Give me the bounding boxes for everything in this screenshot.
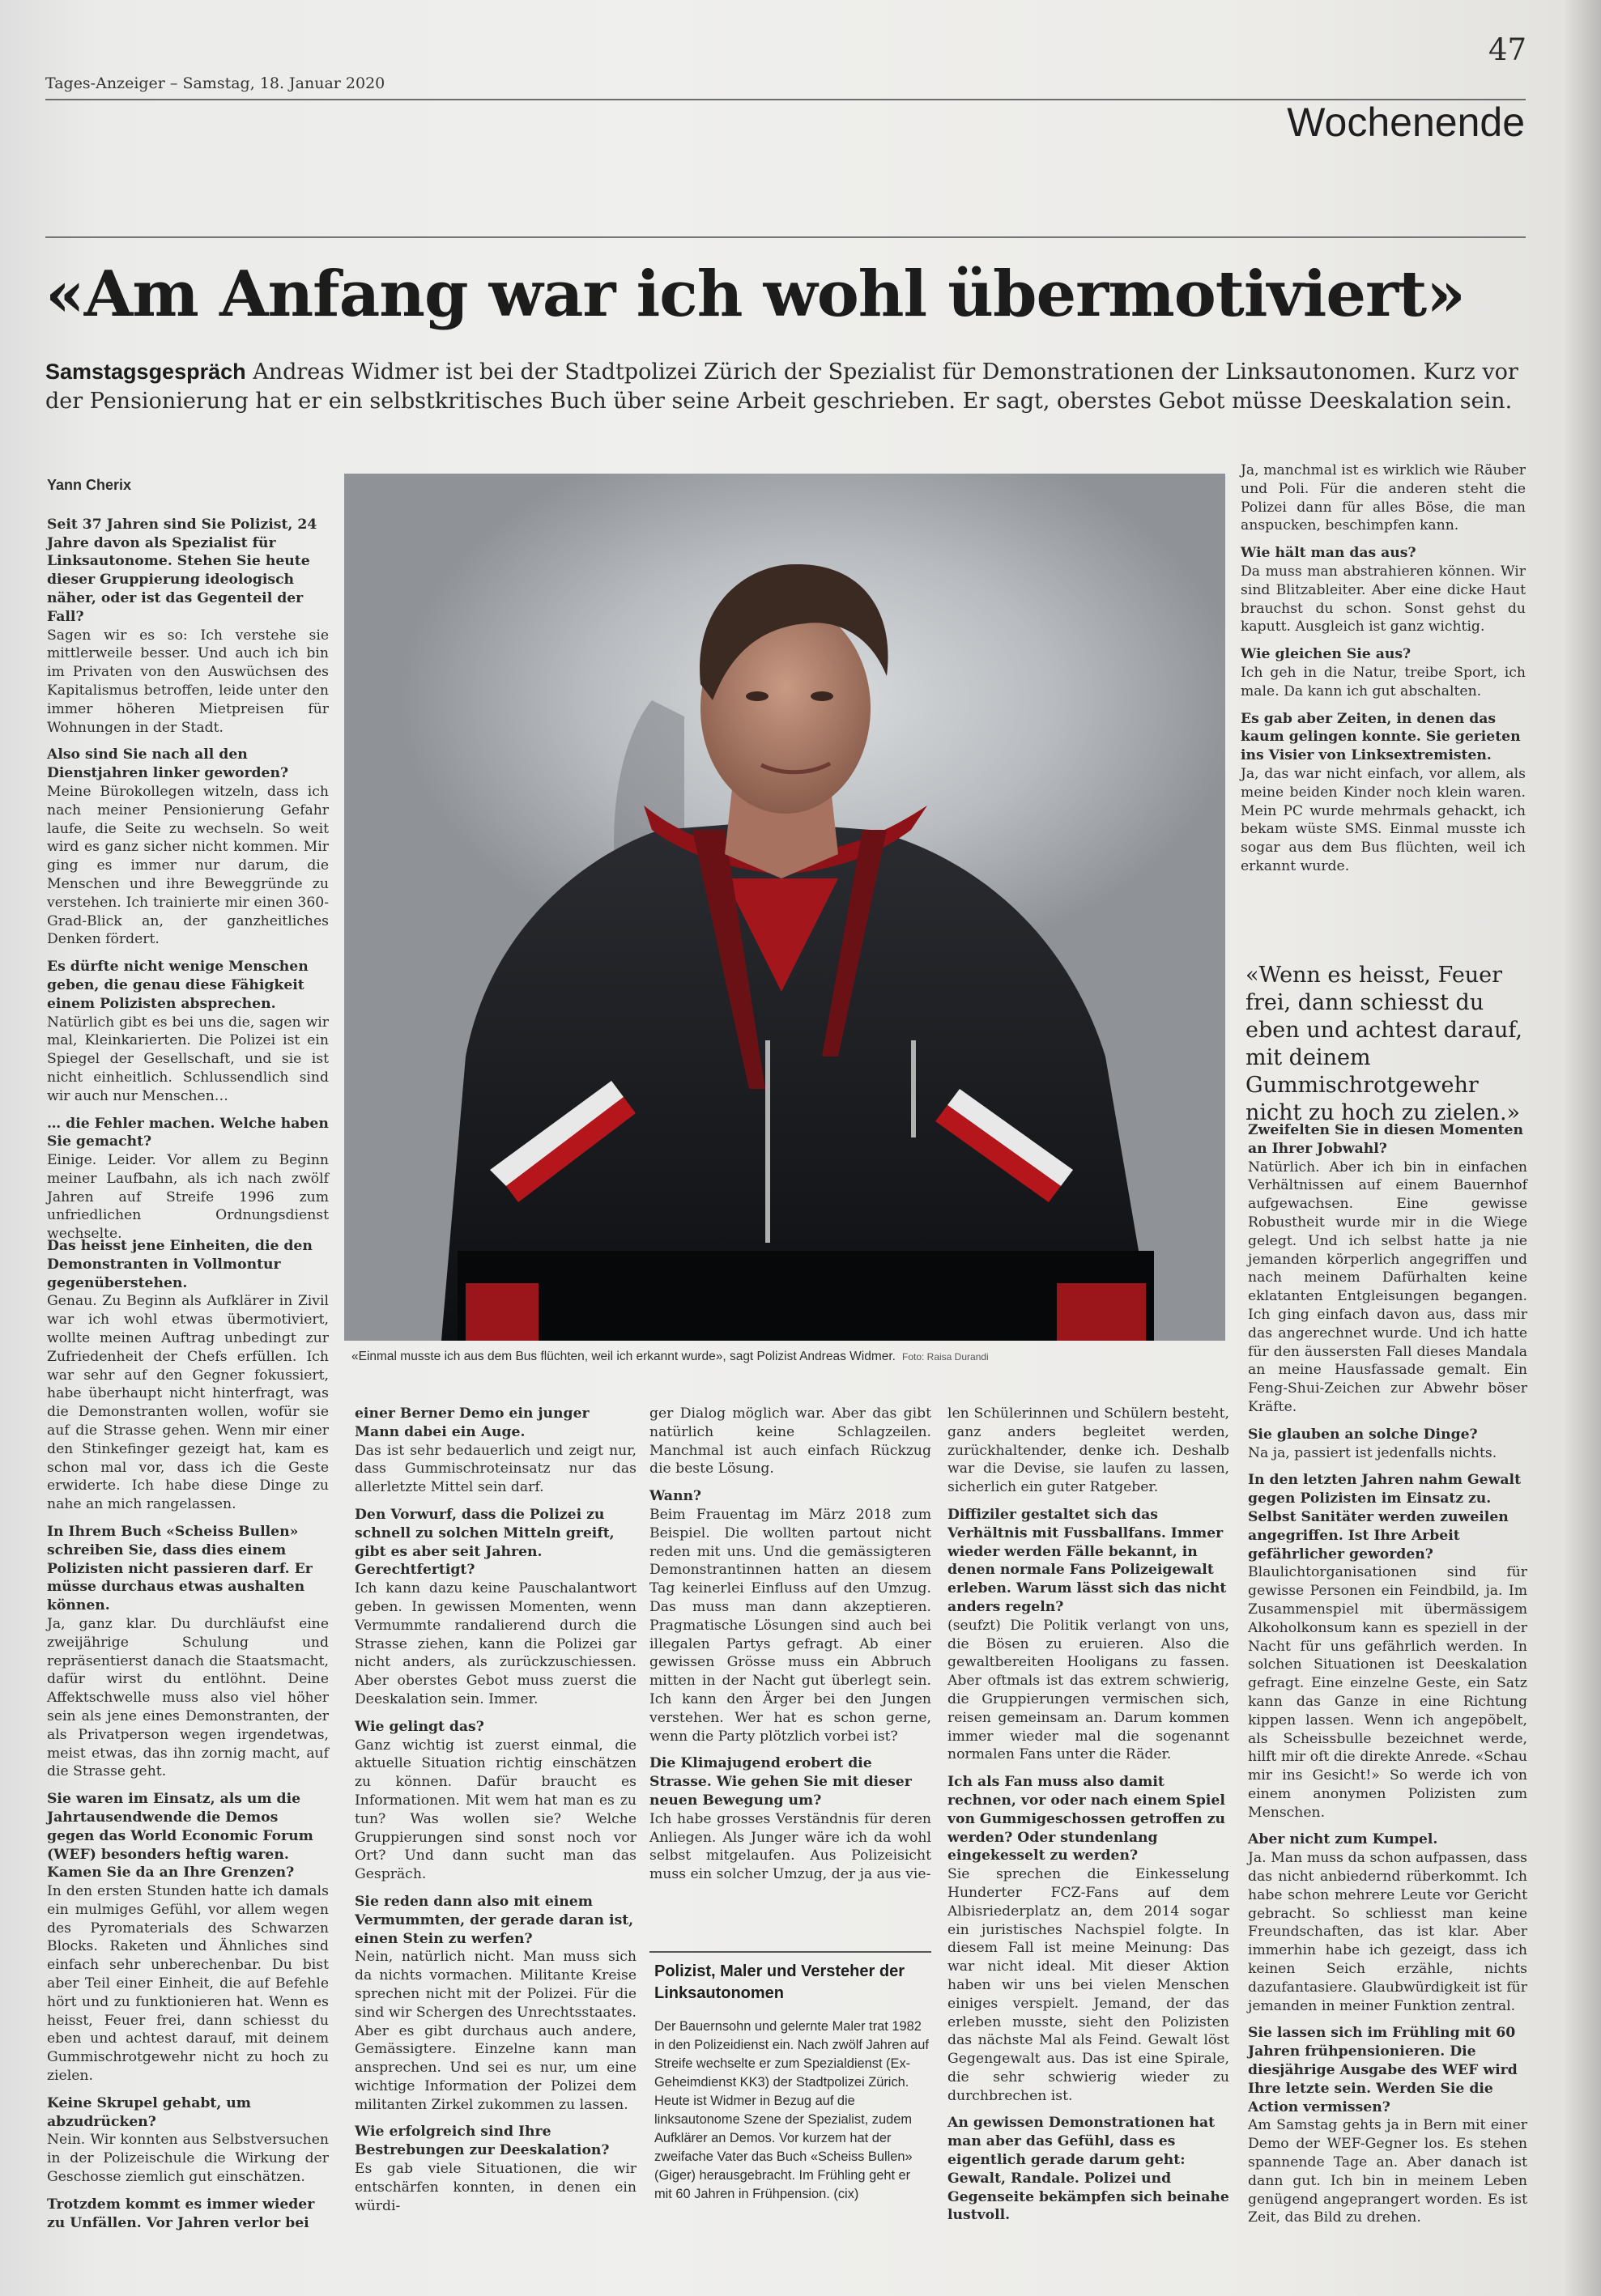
info-box-title: Polizist, Maler und Versteher der Linksautonomen bbox=[654, 1962, 905, 2002]
interview-column-3 bbox=[355, 1405, 637, 2224]
interview-answer: len Schülerinnen und Schülern besteht, ganz anders begleitet werden, zurückhaltender, denke ich. Deshalb war die Devise, sie laufen zu lassen, sicherlich ein guter Ratgeber. bbox=[947, 1405, 1229, 1496]
interview-question: … die Fehler machen. Welche haben Sie gemacht? bbox=[47, 1115, 329, 1150]
lead-kicker: Samstagsgespräch bbox=[45, 359, 246, 384]
qa-paragraph bbox=[1241, 461, 1526, 535]
pull-quote: «Wenn es heisst, Feuer frei, dann schiesst du eben und achtest darauf, mit deinem Gummischrotgewehr nicht zu hoch zu zielen.» bbox=[1245, 963, 1522, 1125]
qa-paragraph bbox=[649, 1405, 931, 1478]
interview-question: Trotzdem kommt es immer wieder zu Unfällen. Vor Jahren verlor bei bbox=[47, 2196, 315, 2231]
interview-question: Sie reden dann also mit einem Vermummten, der gerade daran ist, einen Stein zu werfen? bbox=[355, 1893, 634, 1947]
info-box-rule bbox=[649, 1951, 931, 1953]
interview-question: Wie gleichen Sie aus? bbox=[1241, 646, 1412, 663]
interview-question: Ich als Fan muss also damit rechnen, vor oder nach einem Spiel von Gummigeschossen getroffen zu werden? Oder stundenlang eingekesselt zu werden? bbox=[947, 1774, 1226, 1864]
interview-answer: Ja, ganz klar. Du durchläufst eine zweijährige Schulung und repräsentierst danach die Staatsmacht, dafür wirst du entlöhnt. Deine Affektschwelle muss also viel höher sein als jene eines Demonstranten, der als Privatperson wegen irgendetwas, meist etwas, das ihn zornig macht, auf die Strasse geht. bbox=[47, 1615, 329, 1780]
page-number: 47 bbox=[1488, 32, 1527, 67]
interview-answer: Einige. Leider. Vor allem zu Beginn meiner Laufbahn, als ich nach zwölf Jahren auf Streife 1996 zum unfriedlichen Ordnungsdienst wechselte. bbox=[47, 1152, 329, 1243]
qa-paragraph bbox=[47, 1237, 329, 1514]
qa-paragraph bbox=[947, 1506, 1229, 1764]
lead-paragraph bbox=[45, 357, 1527, 416]
interview-question: Wie erfolgreich sind Ihre Bestrebungen zur Deeskalation? bbox=[355, 2124, 610, 2159]
interview-question: Also sind Sie nach all den Dienstjahren linker geworden? bbox=[47, 746, 289, 782]
interview-question: Es dürfte nicht wenige Menschen geben, die genau diese Fähigkeit einem Polizisten absprechen. bbox=[47, 959, 309, 1012]
interview-answer: Ich habe grosses Verständnis für deren Anliegen. Als Junger wäre ich da wohl selbst mitgelaufen. Aus Polizeisicht muss ein solcher Umzug, der ja aus vie- bbox=[649, 1810, 931, 1883]
interview-column-5 bbox=[947, 1405, 1229, 2234]
qa-paragraph bbox=[1241, 645, 1526, 700]
headline-rule bbox=[45, 236, 1526, 238]
interview-question: Die Klimajugend erobert die Strasse. Wie gehen Sie mit dieser neuen Bewegung um? bbox=[649, 1755, 912, 1809]
qa-paragraph bbox=[1248, 1471, 1527, 1822]
interview-answer: Ja. Man muss da schon aufpassen, dass das nicht anbiedernd rüberkommt. Ich habe schon mehrere Leute vor Gericht gebracht. So schliesst man keine Freundschaften, das ist klar. Aber immerhin habe ich gezeigt, dass ich keinen Seich erzähle, nichts dazufantasiere. Glaubwürdigkeit ist für jemanden in meiner Funktion zentral. bbox=[1248, 1850, 1527, 2014]
interview-question: Wann? bbox=[649, 1488, 702, 1505]
qa-paragraph bbox=[947, 1405, 1229, 1497]
interview-answer: Genau. Zu Beginn als Aufklärer in Zivil war ich wohl etwas übermotiviert, wollte meinen Auftrag unbedingt zur Zufriedenheit der Chefs erfüllen. Ich war sehr auf den Gegner fokussiert, habe überhaupt nicht hinterfragt, was die Demonstranten wollen, wofür sie auf die Strasse gehen. Wenn mir einer den Stinkefinger gezeigt hat, kam es schon mal vor, dass ich die Geste erwiderte. Ich habe diese Dinge zu nahe an mich rangelassen. bbox=[47, 1293, 329, 1513]
interview-column-1-continued bbox=[47, 1237, 329, 2241]
info-box-text: Der Bauernsohn und gelernte Maler trat 1982 in den Polizeidienst ein. Nach zwölf Jahren auf Streife wechselte er zum Spezialdienst (Ex-Geheimdienst KK3) der Stadtpolizei Zürich. Heute ist Widmer in Bezug auf die linksautonome Szene der Spezialist, zudem Aufklärer an Demos. Vor kurzem hat der zweifache Vater das Buch «Scheiss Bullen» (Giger) herausgebracht. Im Frühling geht er mit 60 Jahren in Frühpension. (cix) bbox=[654, 2019, 929, 2201]
qa-paragraph bbox=[649, 1754, 931, 1884]
qa-paragraph bbox=[47, 1790, 329, 2086]
qa-paragraph bbox=[649, 1487, 931, 1745]
interview-question: Sie lassen sich im Frühling mit 60 Jahren frühpensionieren. Die diesjährige Ausgabe des WEF wird Ihre letzte sein. Werden Sie die Action vermissen? bbox=[1248, 2025, 1518, 2115]
qa-paragraph bbox=[355, 1718, 637, 1884]
interview-question: Sie glauben an solche Dinge? bbox=[1248, 1426, 1478, 1443]
qa-paragraph bbox=[355, 1405, 637, 1497]
interview-question: Wie gelingt das? bbox=[355, 1718, 484, 1735]
interview-answer: Sie sprechen die Einkesselung Hunderter FCZ-Fans auf dem Albisriederplatz an, dem 2014 sogar ein juristisches Nachspiel folgte. In diesem Fall ist meine Meinung: Das war nicht ideal. Mit dieser Aktion haben wir uns bei vielen Menschen einiges verspielt. Jemand, der das erleben musste, sieht den Polizisten das nächste Mal als Feind. Gewalt löst Gegengewalt aus. Das ist eine Spirale, die sehr schwierig wieder zu durchbrechen ist. bbox=[947, 1866, 1229, 2104]
interview-question: Es gab aber Zeiten, in denen das kaum gelingen konnte. Sie gerieten ins Visier von Linksextremisten. bbox=[1241, 710, 1521, 764]
interview-column-4 bbox=[649, 1405, 931, 1893]
qa-paragraph bbox=[47, 958, 329, 1105]
interview-answer: Natürlich gibt es bei uns die, sagen wir mal, Kleinkarierten. Die Polizei ist ein Spiegel der Gesellschaft, und sie ist nicht einheitlich. Schlussendlich sind wir auch nur Menschen… bbox=[47, 1014, 329, 1104]
interview-question: Den Vorwurf, dass die Polizei zu schnell zu solchen Mitteln greift, gibt es aber seit Jahren. Gerechtfertigt? bbox=[355, 1506, 615, 1579]
interview-answer: Sagen wir es so: Ich verstehe sie mittlerweile besser. Und auch ich bin im Privaten von den Auswüchsen des Kapitalismus betroffen, leide unter den immer höheren Mietpreisen für Wohnungen in der Stadt. bbox=[47, 627, 329, 736]
interview-answer: Ja, manchmal ist es wirklich wie Räuber und Poli. Für die anderen steht die Polizei dann für alles Böse, die man anspucken, beschimpfen kann. bbox=[1241, 462, 1526, 534]
interview-column-1 bbox=[47, 476, 329, 1252]
interview-question: Zweifelten Sie in diesen Momenten an Ihrer Jobwahl? bbox=[1248, 1122, 1523, 1157]
portrait-photo bbox=[344, 474, 1225, 1341]
interview-question: Das heisst jene Einheiten, die den Demonstranten in Vollmontur gegenüberstehen. bbox=[47, 1238, 313, 1291]
interview-answer: (seufzt) Die Politik verlangt von uns, die Bösen zu eruieren. Also die gewaltbereiten Hooligans zu fassen. Aber oftmals ist das extrem schwierig, die Gruppierungen vermischen sich, reisen gemeinsam an. Darum kommen immer wieder mal die sogenannt normalen Fans unter die Räder. bbox=[947, 1617, 1229, 1763]
interview-answer: Das ist sehr bedauerlich und zeigt nur, dass Gummischroteinsatz nur das allerletzte Mittel sein darf. bbox=[355, 1442, 637, 1496]
qa-paragraph bbox=[1241, 710, 1526, 876]
lead-text: Andreas Widmer ist bei der Stadtpolizei Zürich der Spezialist für Demonstrationen der Linksautonomen. Kurz vor der Pensionierung hat er ein selbstkritisches Buch über seine Arbeit geschrieben. Er sagt, oberstes Gebot müsse Deeskalation sein. bbox=[45, 359, 1518, 414]
photo-credit: Foto: Raisa Durandi bbox=[901, 1351, 989, 1363]
qa-paragraph bbox=[1248, 1426, 1527, 1463]
interview-answer: Es gab viele Situationen, die wir entschärfen konnten, in denen ein würdi- bbox=[355, 2161, 637, 2214]
qa-paragraph bbox=[1241, 544, 1526, 636]
qa-paragraph bbox=[47, 2196, 329, 2233]
interview-answer: Da muss man abstrahieren können. Wir sind Blitzableiter. Aber eine dicke Haut brauchst du schon. Sonst gehst du kaputt. Ausgleich ist ganz wichtig. bbox=[1241, 563, 1526, 636]
qa-paragraph bbox=[1248, 2024, 1527, 2227]
interview-answer: Meine Bürokollegen witzeln, dass ich nach meiner Pensionierung Gefahr laufe, die Seite zu wechseln. So weit wird es ganz sicher nicht kommen. Mir ging es immer nur darum, die Menschen und ihre Beweggründe zu verstehen. Ich trainierte mir einen 360-Grad-Blick an, der ganzheitliches Denken fördert. bbox=[47, 783, 329, 948]
interview-answer: Na ja, passiert ist jedenfalls nichts. bbox=[1248, 1444, 1497, 1461]
qa-paragraph bbox=[47, 1115, 329, 1244]
interview-answer: Ich geh in die Natur, treibe Sport, ich male. Da kann ich gut abschalten. bbox=[1241, 664, 1526, 699]
portrait-illustration bbox=[344, 474, 1225, 1341]
section-title: Wochenende bbox=[1287, 100, 1525, 145]
qa-paragraph bbox=[1248, 1830, 1527, 2015]
interview-answer: Natürlich. Aber ich bin in einfachen Verhältnissen auf einem Bauernhof aufgewachsen. Eine gewisse Robustheit wurde mir in die Wiege gelegt. Und ich selbst hatte ja nie jemanden körperlich angegriffen und nach meinem Dafürhalten keine eklatanten Entgleisungen begangen. Ich ging einfach davon aus, dass mir das angerechnet wurde. Und ich hatte für den äussersten Fall dieses Mandala an meine Hausfassade gemalt. Ein Feng-Shui-Zeichen zur Abwehr böser Kräfte. bbox=[1248, 1159, 1527, 1415]
interview-answer: Blaulichtorganisationen sind für gewisse Personen ein Feindbild, ja. Im Zusammenspiel mit übermässigem Alkoholkonsum kann es speziell in der Nacht für uns gefährlich werden. In solchen Situationen ist Deeskalation gefragt. Eine einzelne Geste, ein Satz kann das Ganze in eine Richtung kippen lassen. Wenn ich angepöbelt, als Scheissbulle bezeichnet werde, hilft mir oft die direkte Anrede. «Schau mir ins Gesicht!» So werde ich von einem anonymen Polizisten zum Menschen. bbox=[1248, 1564, 1527, 1821]
qa-paragraph bbox=[355, 2123, 637, 2215]
caption-text: «Einmal musste ich aus dem Bus flüchten, weil ich erkannt wurde», sagt Polizist Andreas Widmer. bbox=[351, 1350, 896, 1363]
photo-caption bbox=[351, 1350, 1226, 1364]
author-byline: Yann Cherix bbox=[47, 477, 132, 493]
interview-question: Diffiziler gestaltet sich das Verhältnis mit Fussballfans. Immer wieder werden Fälle bekannt, in denen normale Fans Polizeigewalt erleben. Warum lässt sich das nicht anders regeln? bbox=[947, 1506, 1227, 1615]
interview-column-6 bbox=[1241, 461, 1526, 885]
interview-answer: Ganz wichtig ist zuerst einmal, die aktuelle Situation richtig einschätzen zu können. Dafür braucht es Informationen. Mit wem hat man es zu tun? Was wollen sie? Welche Gruppierungen sind sonst noch vor Ort? Und dann sucht man das Gespräch. bbox=[355, 1737, 637, 1883]
interview-answer: Ja, das war nicht einfach, vor allem, als meine beiden Kinder noch klein waren. Mein PC wurde mehrmals gehackt, ich bekam wüste SMS. Einmal musste ich sogar aus dem Bus flüchten, weil ich erkannt wurde. bbox=[1241, 765, 1526, 874]
qa-paragraph bbox=[47, 516, 329, 738]
interview-question: Wie hält man das aus? bbox=[1241, 545, 1416, 562]
headline: «Am Anfang war ich wohl übermotiviert» bbox=[45, 257, 1465, 331]
interview-answer: In den ersten Stunden hatte ich damals ein mulmiges Gefühl, vor allem wegen des Pyromaterials des Schwarzen Blocks. Raketen und Ähnliches sind einfach sehr unberechenbar. Du bist aber Teil einer Einheit, die auf Befehle hört und zu funktionieren hat. Wenn es heisst, Feuer frei, dann schiesst du eben und achtest darauf, mit deinem Gummischrotgewehr nicht zu hoch zu zielen. bbox=[47, 1883, 329, 2085]
interview-answer: Am Samstag gehts ja in Bern mit einer Demo der WEF-Gegner los. Es stehen spannende Tage an. Aber danach ist dann gut. Ich bin in meinem Leben genügend angeprangert worden. Es ist Zeit, das Bild zu drehen. bbox=[1248, 2117, 1527, 2226]
interview-answer: Nein, natürlich nicht. Man muss sich da nichts vormachen. Militante Kreise sprechen nicht mit der Polizei. Für die sind wir Schergen des Unrechtsstaates. Aber es gibt durchaus auch andere, Gemässigtere. Einzelne kann man ansprechen. Und sei es nur, um eine wichtige Information der Polizei dem militanten Zirkel zukommen zu lassen. bbox=[355, 1949, 637, 2113]
interview-answer: ger Dialog möglich war. Aber das gibt natürlich keine Schlagzeilen. Manchmal ist auch einfach Rückzug die beste Lösung. bbox=[649, 1405, 931, 1478]
interview-answer: Beim Frauentag im März 2018 zum Beispiel. Die wollten partout nicht reden mit uns. Und die gemässigteren Demonstrantinnen hatten an diesem Tag keinerlei Einfluss auf den Umzug. Das muss man dann akzeptieren. Pragmatische Lösungen sind auch bei illegalen Partys gefragt. Ab einer gewissen Grösse muss ein Abbruch mitten in der Nacht gut überlegt sein. Ich kann den Ärger bei den Jungen verstehen. Wer hat es schon gerne, wenn die Party plötzlich vorbei ist? bbox=[649, 1506, 931, 1745]
qa-paragraph bbox=[47, 2094, 329, 2187]
qa-paragraph bbox=[947, 2114, 1229, 2225]
interview-question: In den letzten Jahren nahm Gewalt gegen Polizisten im Einsatz zu. Selbst Sanitäter werden zuweilen angegriffen. Ist Ihre Arbeit gefährlicher geworden? bbox=[1248, 1472, 1522, 1563]
qa-paragraph bbox=[47, 1523, 329, 1781]
interview-question: An gewissen Demonstrationen hat man aber das Gefühl, dass es eigentlich gerade darum geht: Gewalt, Randale. Polizei und Gegenseite bekämpfen sich beinahe lustvoll. bbox=[947, 2115, 1229, 2224]
qa-paragraph bbox=[47, 746, 329, 949]
interview-question: Sie waren im Einsatz, als um die Jahrtausendwende die Demos gegen das World Economic Forum (WEF) besonders heftig waren. Kamen Sie da an Ihre Grenzen? bbox=[47, 1791, 313, 1881]
interview-answer: Nein. Wir konnten aus Selbstversuchen in der Polizeischule die Wirkung der Geschosse ziemlich gut einschätzen. bbox=[47, 2132, 329, 2186]
interview-column-6-continued bbox=[1248, 1121, 1527, 2236]
qa-paragraph bbox=[1248, 1121, 1527, 1417]
interview-question: einer Berner Demo ein junger Mann dabei ein Auge. bbox=[355, 1405, 590, 1440]
masthead-date: Tages-Anzeiger – Samstag, 18. Januar 2020 bbox=[45, 74, 385, 92]
interview-question: Seit 37 Jahren sind Sie Polizist, 24 Jahre davon als Spezialist für Linksautonome. Stehen Sie heute dieser Gruppierung ideologisch näher, oder ist das Gegenteil der Fall? bbox=[47, 516, 317, 625]
interview-question: Keine Skrupel gehabt, um abzudrücken? bbox=[47, 2094, 251, 2130]
page-edge-shadow bbox=[1563, 0, 1601, 2296]
interview-answer: Ich kann dazu keine Pauschalantwort geben. In gewissen Momenten, wenn Vermummte randalierend durch die Strasse ziehen, kann die Polizei gar nicht anders, als zurückzuschiessen. Aber oberstes Gebot muss zuerst die Deeskalation sein. Immer. bbox=[355, 1580, 637, 1707]
interview-question: Aber nicht zum Kumpel. bbox=[1248, 1831, 1438, 1848]
interview-question: In Ihrem Buch «Scheiss Bullen» schreiben Sie, dass dies einem Polizisten nicht passieren darf. Er müsse durchaus etwas aushalten können. bbox=[47, 1523, 313, 1614]
qa-paragraph bbox=[947, 1773, 1229, 2105]
column-1-qa bbox=[47, 516, 329, 1244]
qa-paragraph bbox=[355, 1893, 637, 2115]
qa-paragraph bbox=[355, 1506, 637, 1709]
